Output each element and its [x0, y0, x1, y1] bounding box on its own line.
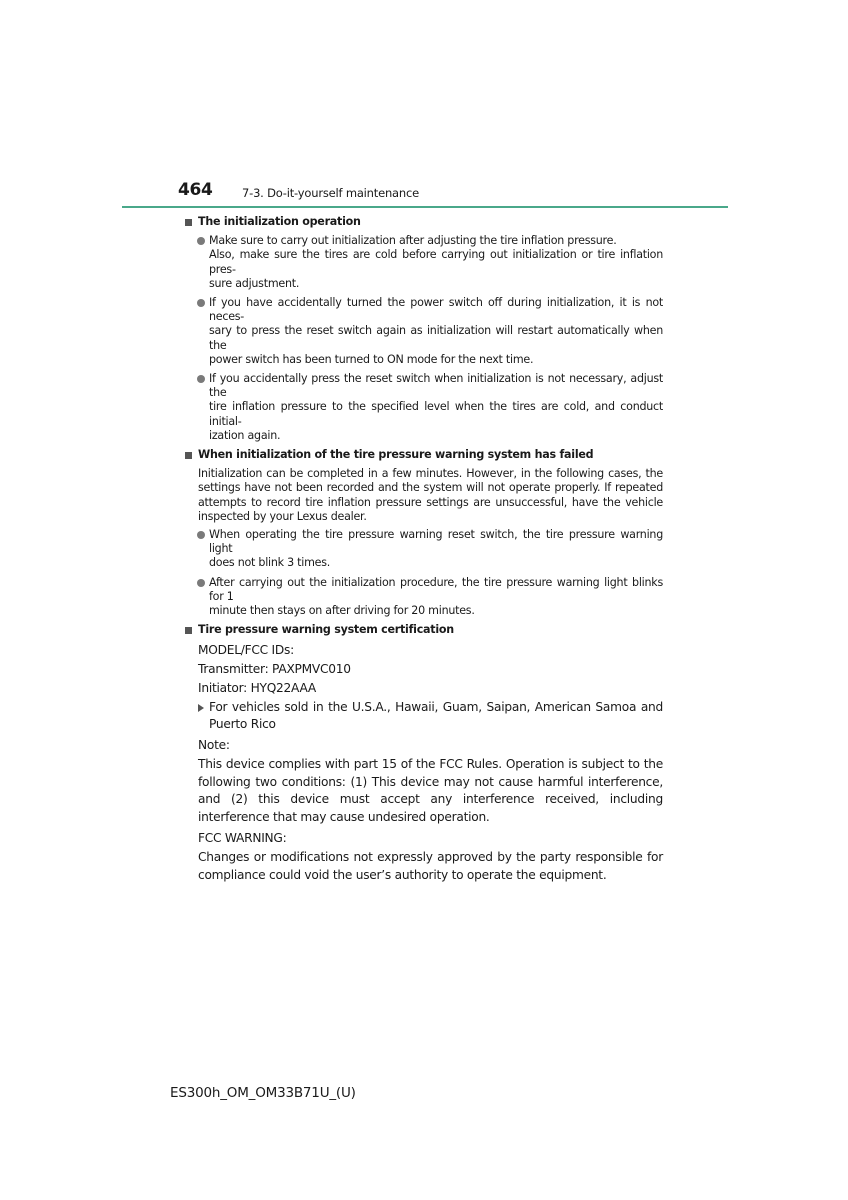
bullet-item [197, 234, 663, 291]
bullet-line: ization again. [209, 428, 281, 442]
bullet-text [209, 372, 663, 443]
section-certification [185, 623, 663, 884]
triangle-bullet-icon [198, 704, 204, 712]
bullet-text [209, 296, 663, 367]
round-bullet-icon [197, 375, 205, 383]
section-title: 7-3. Do-it-yourself maintenance [242, 186, 419, 200]
note-text: This device complies with part 15 of the FCC Rules. Operation is subject to the following two conditions: (1) This device may not cause harmful interference, and (2) this device must accept any interference received, including interference that may cause undesired operation. [198, 757, 663, 824]
bullet-text [209, 528, 663, 571]
bullet-line: sure adjustment. [209, 276, 300, 290]
bullet-item [197, 296, 663, 367]
square-bullet-icon [185, 219, 192, 226]
fcc-warning-label: FCC WARNING: [198, 831, 287, 846]
section-heading-text: When initialization of the tire pressure warning system has failed [198, 448, 594, 462]
initiator-id: Initiator: HYQ22AAA [198, 681, 317, 696]
bullet-line: tire inflation pressure to the specified level when the tires are cold, and conduct initial- [209, 400, 663, 428]
round-bullet-icon [197, 299, 205, 307]
section-heading-text: Tire pressure warning system certification [198, 623, 454, 637]
round-bullet-icon [197, 579, 205, 587]
footer-code: ES300h_OM_OM33B71U_(U) [170, 1085, 356, 1101]
section-heading-text: The initialization operation [198, 215, 361, 228]
bullet-text [209, 576, 663, 619]
note-label: Note: [198, 738, 230, 753]
bullet-line: Also, make sure the tires are cold before carrying out initialization or tire inflation pres- [209, 248, 663, 276]
section-initialization-failed [185, 448, 663, 618]
bullet-item [197, 372, 663, 443]
header-rule [122, 206, 728, 208]
square-bullet-icon [185, 627, 192, 634]
region-text: For vehicles sold in the U.S.A., Hawaii, Guam, Saipan, American Samoa and Puerto Rico [209, 700, 663, 732]
bullet-item [197, 576, 663, 619]
bullet-line: minute then stays on after driving for 20 minutes. [209, 604, 475, 618]
bullet-line: power switch has been turned to ON mode for the next time. [209, 352, 534, 366]
section-heading [185, 448, 663, 462]
content [185, 215, 663, 888]
bullet-text [209, 234, 663, 291]
section-initialization-operation [185, 215, 663, 443]
region-item [198, 699, 663, 733]
bullet-item [197, 528, 663, 571]
bullet-line: sary to press the reset switch again as initialization will restart automatically when the [209, 324, 663, 352]
square-bullet-icon [185, 452, 192, 459]
section-heading [185, 623, 663, 637]
fcc-warning-text: Changes or modifications not expressly approved by the party responsible for compliance could void the user’s authority to operate the equipment. [198, 850, 663, 882]
bullet-line: When operating the tire pressure warning reset switch, the tire pressure warning light [209, 528, 663, 556]
bullet-line: If you have accidentally turned the power switch off during initialization, it is not neces- [209, 296, 663, 324]
bullet-line: After carrying out the initialization procedure, the tire pressure warning light blinks for 1 [209, 575, 663, 603]
bullet-line: does not blink 3 times. [209, 556, 331, 570]
page-number: 464 [178, 180, 213, 200]
round-bullet-icon [197, 237, 205, 245]
transmitter-id: Transmitter: PAXPMVC010 [198, 662, 351, 677]
section-heading [185, 215, 663, 229]
round-bullet-icon [197, 531, 205, 539]
model-ids-label: MODEL/FCC IDs: [198, 643, 294, 658]
section-intro: Initialization can be completed in a few minutes. However, in the following cases, the settings have not been recorded and the system will not operate properly. If repeated attempts to record tire inflation pressure settings are unsuccessful, have the vehicle inspected by your Lexus dealer. [198, 467, 663, 523]
bullet-line: Make sure to carry out initialization after adjusting the tire inflation pressure. [209, 234, 617, 248]
bullet-line: If you accidentally press the reset switch when initialization is not necessary, adjust the [209, 372, 663, 400]
